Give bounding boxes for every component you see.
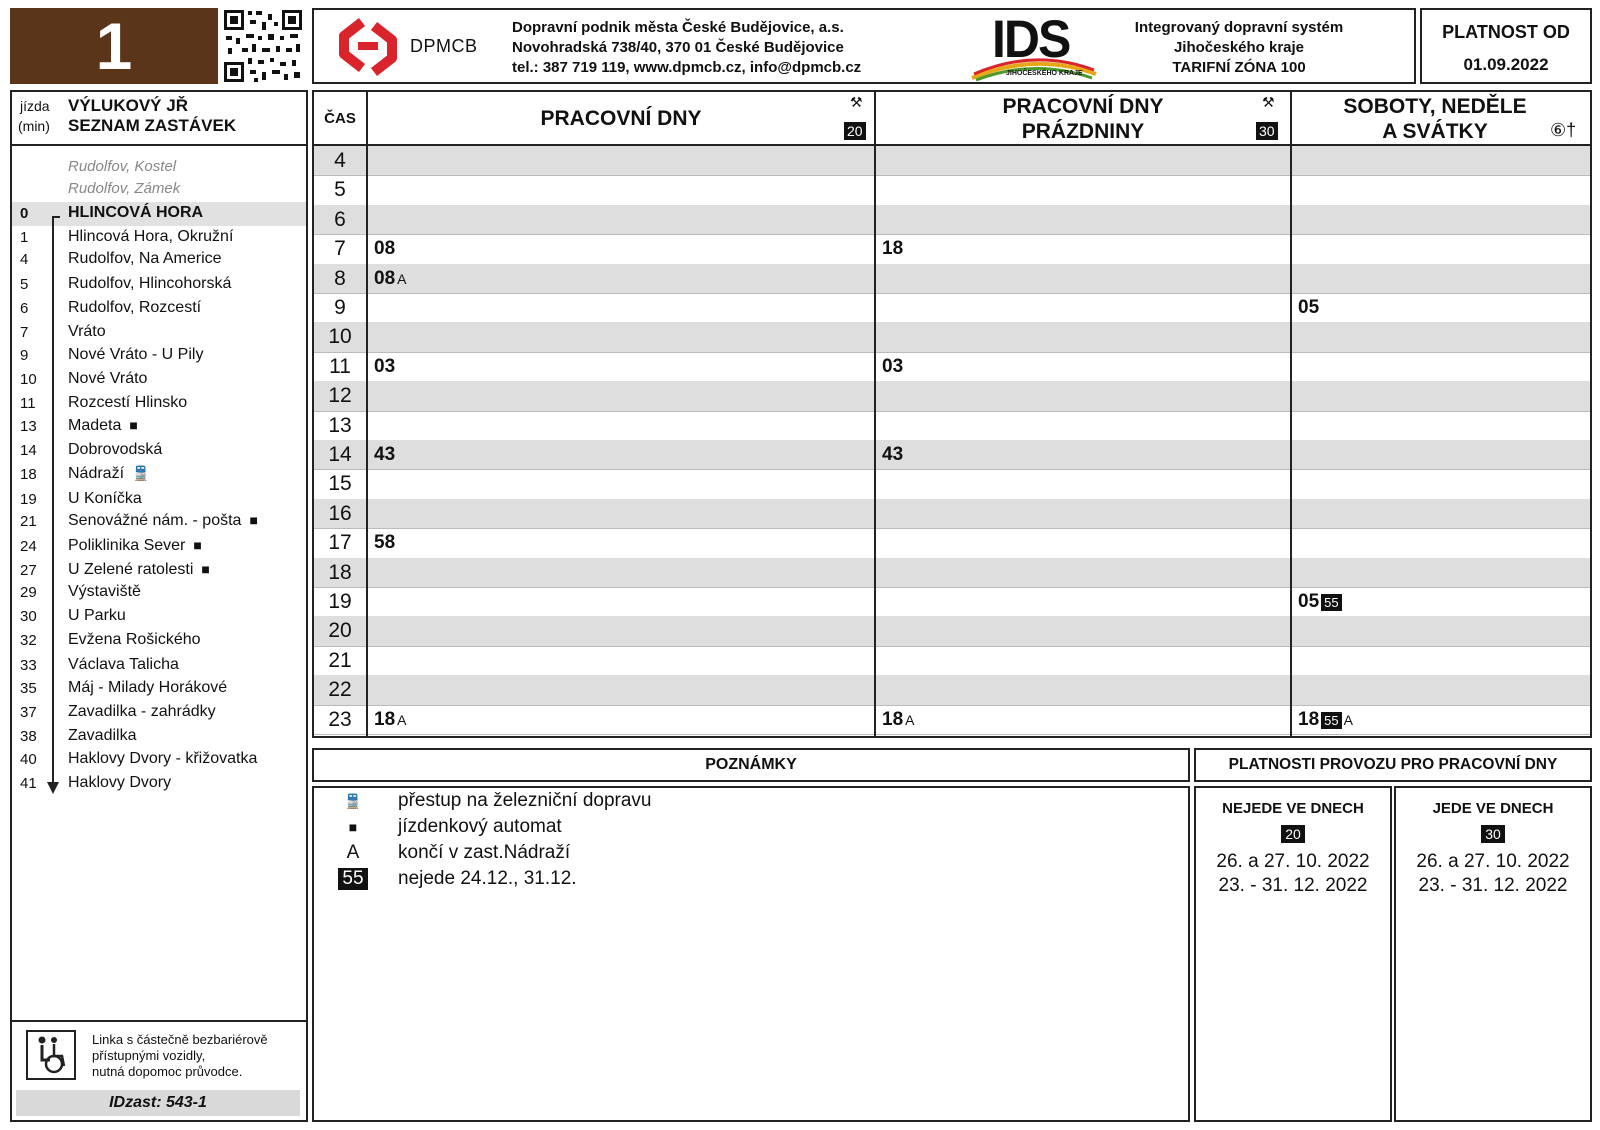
- route-line: [52, 216, 54, 788]
- validity-header: PLATNOSTI PROVOZU PRO PRACOVNÍ DNY: [1194, 748, 1592, 782]
- stop-row: [12, 392, 306, 416]
- ticket-machine-icon: ■: [249, 512, 258, 528]
- departure-value: 05: [1298, 591, 1320, 612]
- stop-name: [68, 228, 233, 246]
- dpmcb-logo-text: DPMCB: [410, 36, 478, 56]
- hour-row: [314, 293, 1590, 322]
- timetable: [312, 90, 1592, 738]
- stop-name: [68, 394, 187, 412]
- stop-name-text: Vráto: [68, 323, 106, 340]
- running-label: JEDE VE DNECH: [1432, 800, 1554, 817]
- stop-minute: 10: [20, 371, 37, 388]
- hour-label: 11: [329, 354, 351, 378]
- stop-name-text: Rozcestí Hlinsko: [68, 394, 188, 411]
- stop-name: [68, 490, 142, 508]
- train-icon: 🚆: [132, 465, 150, 481]
- accessibility-line2: přístupnými vozidly,: [92, 1048, 206, 1063]
- hour-label: 17: [328, 531, 352, 555]
- hour-row: [314, 499, 1590, 528]
- col-workdays-label: PRACOVNÍ DNY: [540, 107, 702, 130]
- stop-row: [12, 654, 306, 678]
- departure-value: 18: [882, 708, 904, 730]
- departure-minute: [374, 238, 395, 260]
- operator-header: [312, 8, 1416, 84]
- header-divider: [314, 144, 1590, 146]
- hour-label: 7: [334, 237, 346, 261]
- stop-name: [68, 703, 216, 721]
- stop-minute: 38: [20, 728, 37, 745]
- stop-name: [68, 561, 210, 579]
- stop-name: [68, 417, 138, 435]
- departure-value: 03: [882, 355, 904, 377]
- departure-value: 05: [1298, 297, 1320, 318]
- departure-minute: [882, 444, 903, 466]
- running-date1: 26. a 27. 10. 2022: [1416, 851, 1570, 872]
- operator-line3: tel.: 387 719 119, www.dpmcb.cz, info@dpmcb.cz: [512, 59, 862, 76]
- stop-row: [12, 488, 306, 512]
- stop-name: [68, 299, 201, 317]
- stop-minute: 27: [20, 562, 37, 579]
- departure-note-a: A: [397, 270, 407, 287]
- stop-row: [12, 297, 306, 321]
- ticket-machine-icon: ■: [129, 417, 138, 433]
- stop-minute: 14: [20, 442, 37, 459]
- stop-row: [12, 248, 306, 272]
- stop-name: [68, 679, 227, 697]
- hour-label: 8: [334, 266, 346, 290]
- stop-name: [68, 774, 171, 792]
- departure-value: 18: [1298, 708, 1320, 730]
- workdays-tag: 20: [844, 122, 866, 140]
- not-running-tag: 20: [1281, 825, 1305, 843]
- validity-box: [1420, 8, 1592, 84]
- holidays-tag: 30: [1256, 122, 1278, 140]
- stop-name-text: Senovážné nám. - pošta: [68, 512, 242, 529]
- ids-logo-text: IDS: [992, 9, 1070, 69]
- departure-note-55: 55: [1321, 594, 1341, 611]
- stop-minute: 29: [20, 584, 37, 601]
- stop-name-text: Hlincová Hora, Okružní: [68, 228, 234, 245]
- stop-row: [12, 202, 306, 226]
- stop-name-text: HLINCOVÁ HORA: [68, 204, 204, 221]
- departure-minute: [374, 268, 406, 290]
- stop-row: [12, 725, 306, 749]
- stop-name: [68, 346, 203, 364]
- hour-label: 10: [328, 325, 352, 349]
- line-number-box: [10, 8, 218, 84]
- note-55-symbol: 55: [338, 868, 368, 890]
- validity-label: PLATNOST OD: [1442, 22, 1570, 42]
- stop-name-text: Haklovy Dvory: [68, 774, 172, 791]
- hour-row: [314, 146, 1590, 175]
- stop-name-text: Nové Vráto: [68, 370, 148, 387]
- stop-row: [12, 677, 306, 701]
- stop-name: [68, 537, 202, 555]
- stop-name-text: Nádraží: [68, 465, 125, 482]
- hammer-icon: ⚒: [850, 94, 863, 110]
- line-number: 1: [95, 9, 133, 83]
- note-a-symbol: A: [346, 842, 360, 863]
- stop-name-text: Máj - Milady Horákové: [68, 679, 228, 696]
- running-tag: 30: [1481, 825, 1505, 843]
- stop-row: [12, 156, 306, 180]
- departure-minute: [374, 532, 395, 554]
- hour-row: [314, 705, 1590, 734]
- departure-minute: [1298, 709, 1353, 731]
- stop-name: [68, 180, 180, 197]
- hour-label: 20: [328, 619, 352, 643]
- hour-label: 18: [328, 560, 352, 584]
- stop-minute: 32: [20, 632, 37, 649]
- hour-row: [314, 264, 1590, 293]
- departure-minute: [374, 444, 395, 466]
- note-text: přestup na železniční dopravu: [398, 790, 652, 811]
- stop-row: [12, 321, 306, 345]
- stop-name-text: Rudolfov, Hlincohorská: [68, 275, 232, 292]
- hour-row: [314, 381, 1590, 410]
- departure-value: 43: [882, 444, 904, 465]
- stop-name: [68, 512, 258, 530]
- stop-row: [12, 701, 306, 725]
- row-divider: [314, 734, 1590, 735]
- operator-line1: Dopravní podnik města České Budějovice, a.s.: [512, 19, 844, 36]
- stop-minute: 9: [20, 347, 29, 364]
- departure-minute: [374, 356, 395, 378]
- stop-name-text: Nové Vráto - U Pily: [68, 346, 204, 363]
- stop-name-text: U Koníčka: [68, 490, 142, 507]
- stop-row: [12, 748, 306, 772]
- not-running-date1: 26. a 27. 10. 2022: [1216, 851, 1370, 872]
- hour-label: 15: [328, 472, 352, 496]
- stop-name-text: Evžena Rošického: [68, 631, 201, 648]
- not-running-box: [1194, 786, 1392, 1122]
- hour-row: [314, 175, 1590, 204]
- hour-row: [314, 440, 1590, 469]
- hour-label: 9: [334, 296, 346, 319]
- departure-minute: [374, 709, 406, 731]
- departure-value: 18: [882, 238, 904, 260]
- hour-label: 21: [328, 648, 352, 672]
- stop-minute: 35: [20, 680, 37, 697]
- stop-name-text: Rudolfov, Rozcestí: [68, 299, 202, 316]
- col-time-label: ČAS: [324, 110, 356, 127]
- departure-minute: [1298, 591, 1342, 613]
- stop-row: [12, 226, 306, 250]
- stops-title2: SEZNAM ZASTÁVEK: [68, 116, 237, 135]
- hour-row: [314, 616, 1590, 645]
- stop-minute: 21: [20, 513, 37, 530]
- ids-logo-subtext: JIHOČESKÉHO KRAJE: [1006, 70, 1083, 77]
- stop-row: [12, 629, 306, 653]
- notes-box: [312, 786, 1190, 1122]
- note-text: končí v zast.Nádraží: [398, 842, 571, 863]
- stop-row: [12, 439, 306, 463]
- departure-value: 08: [374, 267, 396, 289]
- stop-minute: 4: [20, 251, 29, 268]
- hour-row: [314, 558, 1590, 587]
- hour-label: 14: [328, 443, 352, 466]
- divider: [1290, 92, 1292, 736]
- hour-label: 6: [334, 207, 346, 231]
- stop-minute: 19: [20, 491, 37, 508]
- departure-minute: [882, 356, 903, 378]
- stop-minute: 11: [20, 395, 36, 412]
- stop-row: [12, 178, 306, 202]
- stop-name-text: U Zelené ratolesti: [68, 561, 194, 578]
- hour-label: 13: [328, 413, 352, 437]
- stop-name-text: Rudolfov, Na Americe: [68, 250, 222, 267]
- stop-row: [12, 273, 306, 297]
- stops-panel: [10, 90, 308, 1122]
- accessibility-line1: Linka s částečně bezbariérově: [92, 1032, 268, 1047]
- col-min-label: (min): [18, 118, 50, 134]
- notes-header: POZNÁMKY: [312, 748, 1190, 782]
- stops-title1: VÝLUKOVÝ JŘ: [68, 96, 188, 115]
- route-line-start: [52, 216, 60, 218]
- col-holidays-label1: PRACOVNÍ DNY: [1002, 95, 1164, 118]
- stop-name: [68, 465, 149, 483]
- stop-name-text: Zavadilka - zahrádky: [68, 703, 216, 720]
- departure-note-55: 55: [1321, 712, 1341, 729]
- departure-note-a: A: [905, 711, 915, 728]
- wheelchair-icon: [26, 1030, 76, 1080]
- stop-name-text: Madeta: [68, 417, 122, 434]
- ids-line3: TARIFNÍ ZÓNA 100: [1172, 59, 1306, 76]
- hour-row: [314, 411, 1590, 440]
- departure-note-a: A: [397, 711, 407, 728]
- hour-label: 23: [328, 707, 352, 731]
- stop-row: [12, 368, 306, 392]
- ticket-machine-icon: ■: [348, 819, 358, 835]
- stop-name: [68, 250, 222, 268]
- stop-minute: 5: [20, 276, 29, 293]
- stop-name: [68, 727, 136, 745]
- stop-minute: 18: [20, 466, 37, 483]
- stop-name-text: Václava Talicha: [68, 656, 179, 673]
- stop-row: [12, 415, 306, 439]
- hour-label: 5: [334, 178, 346, 202]
- stop-minute: 7: [20, 324, 29, 341]
- running-box: [1394, 786, 1592, 1122]
- col-weekend-label1: SOBOTY, NEDĚLE: [1343, 95, 1527, 118]
- col-holidays-label2: PRÁZDNINY: [1021, 120, 1145, 143]
- hour-label: 19: [328, 590, 352, 613]
- not-running-label: NEJEDE VE DNECH: [1222, 800, 1364, 817]
- stop-name: [68, 631, 201, 649]
- hour-label: 22: [328, 678, 352, 702]
- hour-row: [314, 587, 1590, 616]
- ticket-machine-icon: ■: [193, 537, 202, 553]
- stop-row: [12, 463, 306, 487]
- accessibility-line3: nutná dopomoc průvodce.: [92, 1064, 243, 1079]
- hour-row: [314, 675, 1590, 704]
- hammer-icon: ⚒: [1262, 94, 1275, 110]
- ids-line1: Integrovaný dopravní systém: [1134, 19, 1344, 36]
- ticket-machine-icon: ■: [201, 561, 210, 577]
- stop-name: [68, 607, 126, 625]
- departure-note-a: A: [1343, 711, 1353, 728]
- running-date2: 23. - 31. 12. 2022: [1418, 875, 1568, 896]
- ids-logo: [964, 9, 1104, 82]
- stop-name-text: Haklovy Dvory - křižovatka: [68, 750, 258, 767]
- stop-name-text: Rudolfov, Kostel: [68, 158, 177, 175]
- stops-panel-header: [12, 92, 306, 146]
- stop-name-text: Výstaviště: [68, 583, 141, 600]
- stop-minute: 37: [20, 704, 37, 721]
- departure-minute: [882, 238, 903, 260]
- col-weekend-label2: A SVÁTKY: [1382, 120, 1488, 143]
- not-running-date2: 23. - 31. 12. 2022: [1218, 875, 1368, 896]
- stop-minute: 30: [20, 608, 37, 625]
- departure-minute: [882, 709, 914, 731]
- stop-name: [68, 656, 179, 674]
- stop-minute: 0: [20, 205, 29, 222]
- hour-label: 12: [328, 384, 352, 408]
- divider: [874, 92, 876, 736]
- hour-row: [314, 469, 1590, 498]
- note-text: jízdenkový automat: [398, 816, 562, 837]
- weekend-symbol-icon: ⑥†: [1550, 120, 1577, 140]
- stop-name: [68, 750, 257, 768]
- departure-value: 43: [374, 444, 396, 465]
- validity-date: 01.09.2022: [1463, 55, 1549, 74]
- stop-minute: 33: [20, 657, 37, 674]
- stop-name: [68, 275, 231, 293]
- train-icon: 🚆: [344, 793, 362, 809]
- dpmcb-logo-icon: [332, 14, 404, 80]
- stop-name-text: U Parku: [68, 607, 126, 624]
- stop-minute: 6: [20, 300, 29, 317]
- stop-name: [68, 441, 162, 459]
- stop-row: [12, 559, 306, 583]
- hour-row: [314, 528, 1590, 557]
- note-text: nejede 24.12., 31.12.: [398, 868, 577, 889]
- ids-line2: Jihočeského kraje: [1173, 39, 1305, 56]
- hour-row: [314, 205, 1590, 234]
- hour-row: [314, 352, 1590, 381]
- hour-row: [314, 322, 1590, 351]
- col-jizda-label: jízda: [20, 98, 50, 114]
- stop-id: IDzast: 543-1: [16, 1090, 300, 1116]
- qr-code[interactable]: [222, 8, 304, 84]
- route-arrow-icon: [47, 782, 59, 794]
- departure-minute: [1298, 297, 1319, 319]
- departure-value: 18: [374, 708, 396, 730]
- stop-row: [12, 344, 306, 368]
- stop-minute: 41: [20, 775, 37, 792]
- departure-value: 58: [374, 532, 396, 554]
- departure-value: 03: [374, 355, 396, 377]
- stop-name-text: Poliklinika Sever: [68, 537, 186, 554]
- stop-name-text: Zavadilka: [68, 727, 137, 744]
- stop-row: [12, 535, 306, 559]
- stop-name: [68, 323, 106, 341]
- stop-minute: 24: [20, 538, 37, 555]
- stops-panel-footer: [12, 1020, 306, 1120]
- operator-line2: Novohradská 738/40, 370 01 České Budějovice: [512, 39, 844, 56]
- stop-name: [68, 370, 147, 388]
- departure-value: 08: [374, 238, 396, 260]
- stop-minute: 1: [20, 229, 29, 246]
- stop-name: [68, 158, 176, 175]
- stop-name-text: Rudolfov, Zámek: [68, 180, 181, 197]
- stop-row: [12, 510, 306, 534]
- stop-minute: 40: [20, 751, 37, 768]
- stop-name-text: Dobrovodská: [68, 441, 163, 458]
- stop-row: [12, 581, 306, 605]
- hour-row: [314, 234, 1590, 263]
- hour-row: [314, 646, 1590, 675]
- hour-label: 16: [328, 501, 352, 525]
- divider: [366, 92, 368, 736]
- stop-name: [68, 583, 141, 601]
- stop-minute: 13: [20, 418, 37, 435]
- stop-name: [68, 204, 203, 222]
- hour-label: 4: [334, 149, 346, 172]
- stop-row: [12, 605, 306, 629]
